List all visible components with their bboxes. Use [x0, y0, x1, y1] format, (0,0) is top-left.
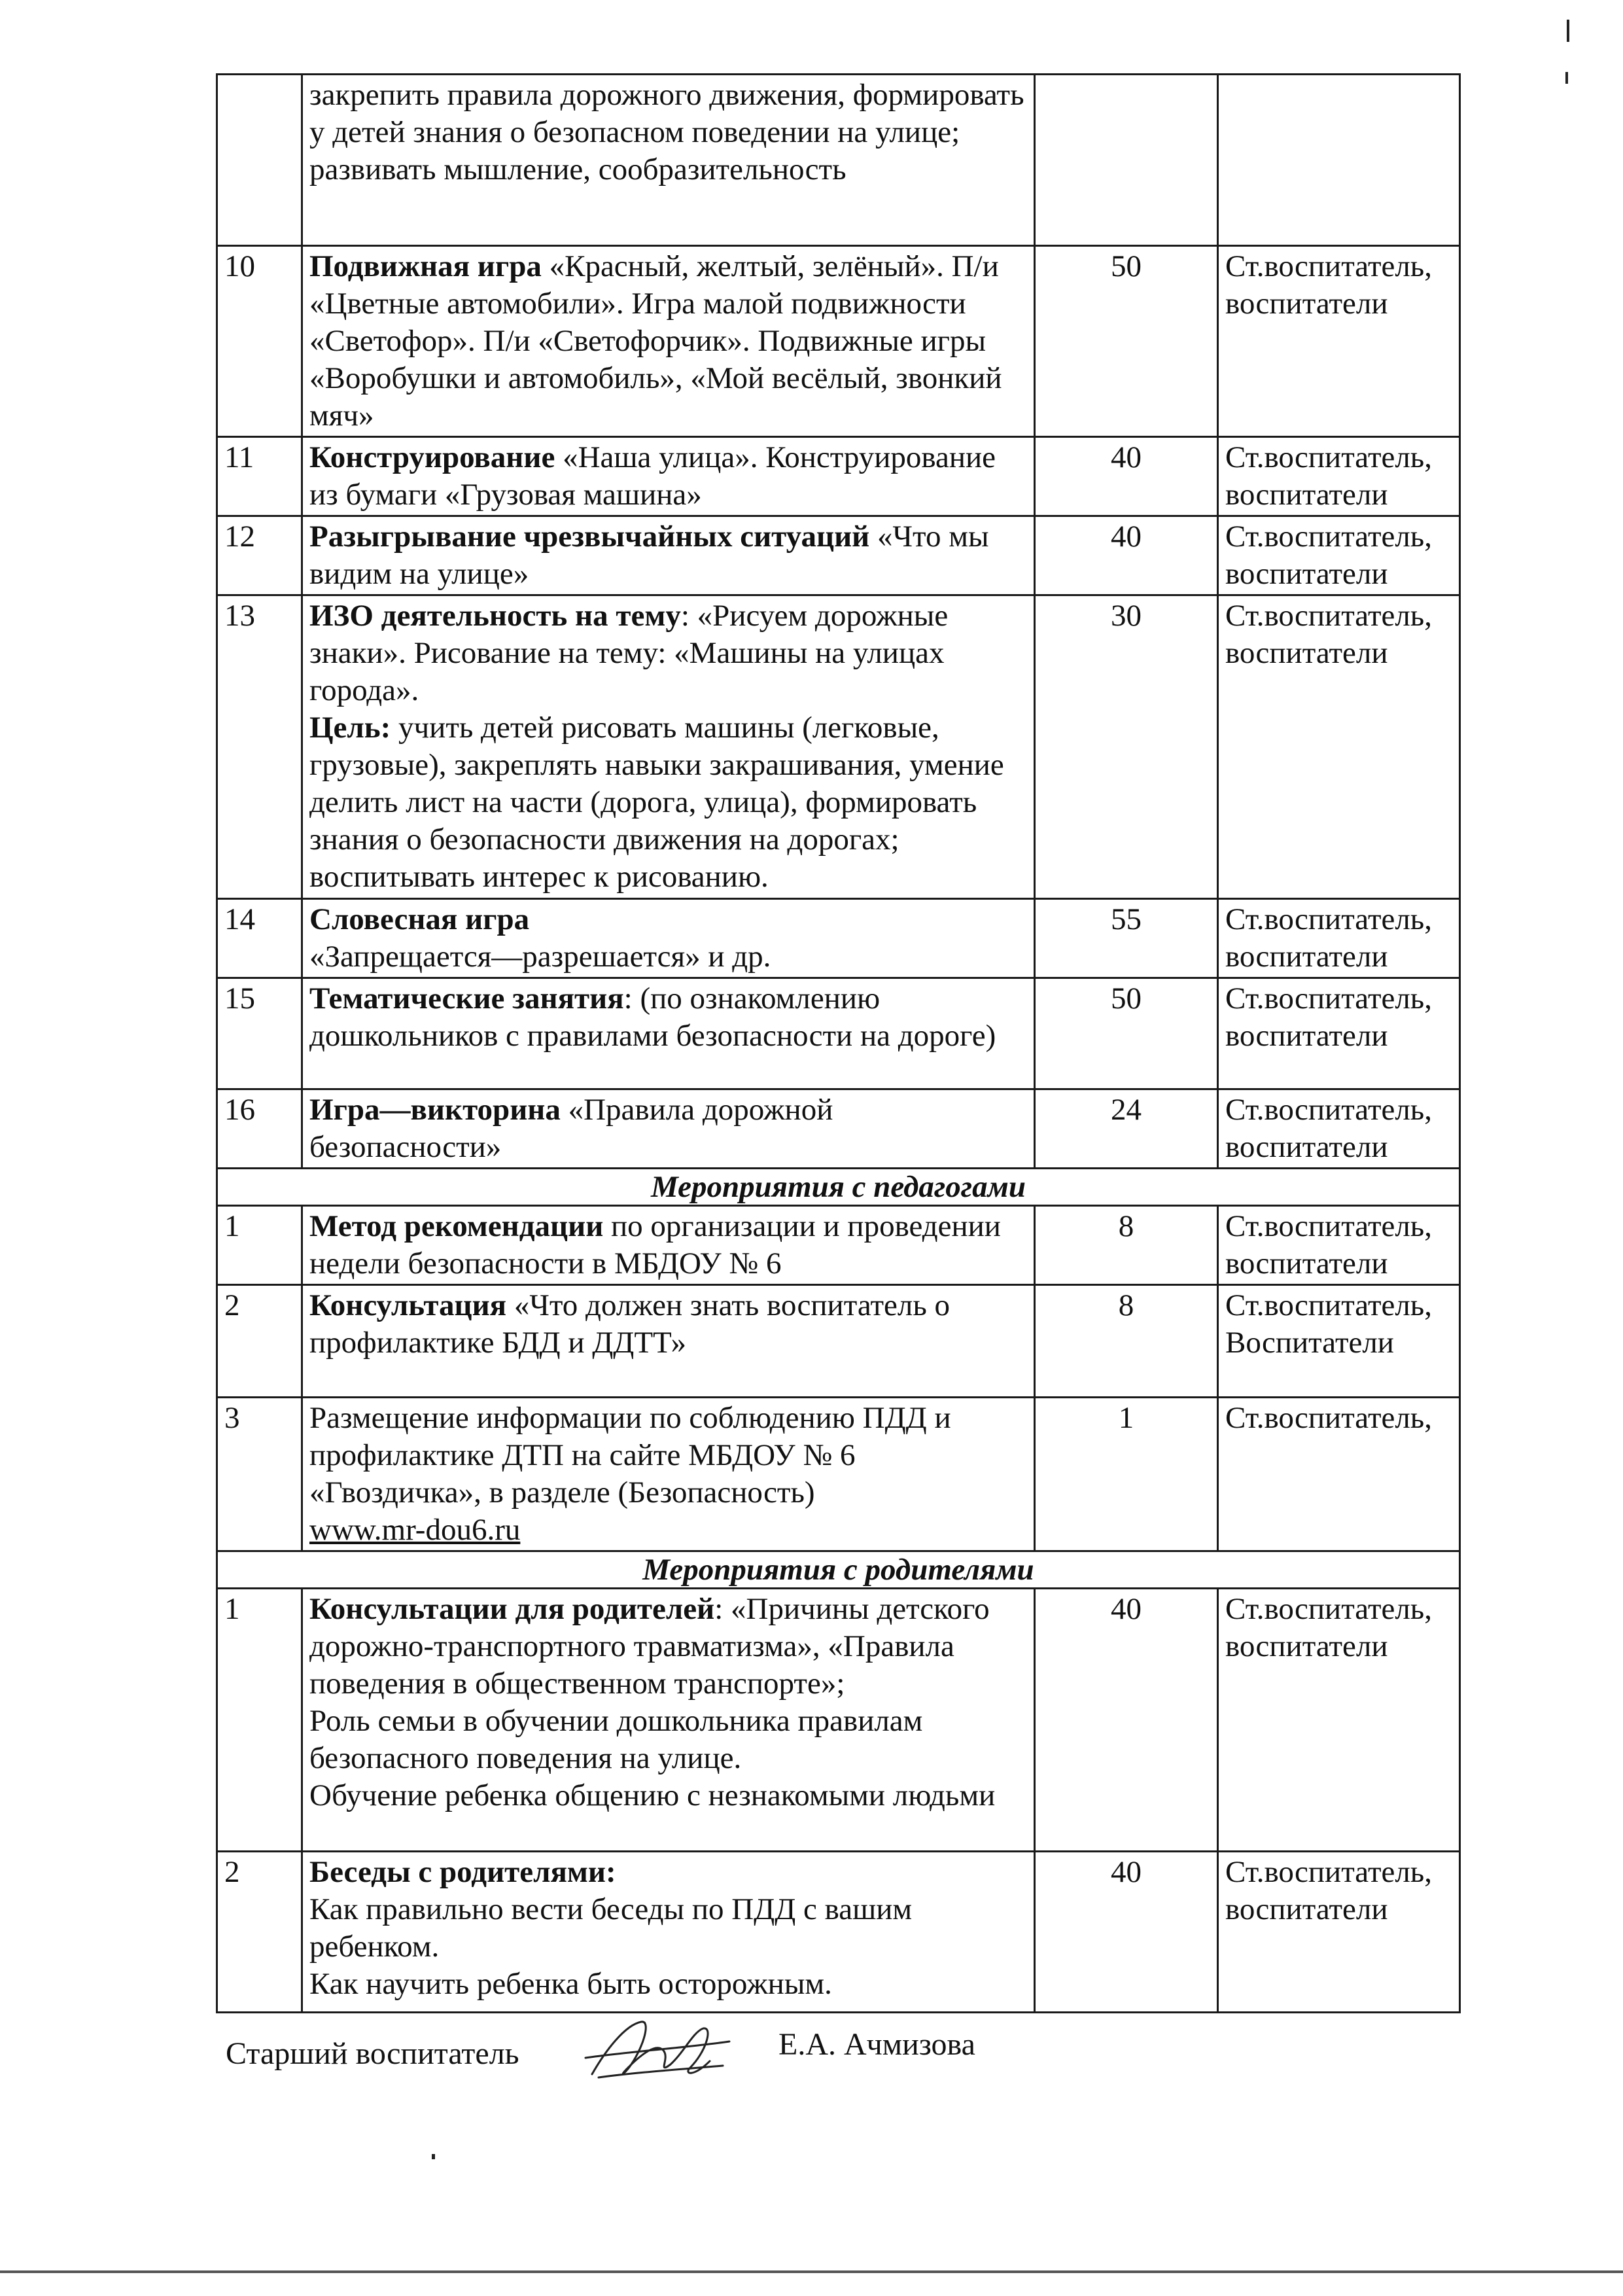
activity-text: Как правильно вести беседы по ПДД с вашим ребенком.	[309, 1892, 913, 1964]
table-row	[217, 1852, 1460, 2013]
scan-mark	[1565, 72, 1568, 84]
section-row	[217, 1551, 1460, 1589]
activity-title: Беседы с родителями:	[309, 1855, 616, 1889]
activity-cell	[302, 1089, 1035, 1169]
hours-cell: 24	[1035, 1089, 1218, 1169]
activity-cell	[302, 516, 1035, 595]
activity-cell	[302, 437, 1035, 516]
activity-text: : (по ознакомлению дошкольников с правилами безопасности на дороге)	[309, 981, 996, 1053]
hours-cell: 8	[1035, 1206, 1218, 1285]
section-title-teachers: Мероприятия с педагогами	[217, 1169, 1460, 1206]
activity-title: Консультация	[309, 1288, 507, 1322]
responsible-cell: Ст.воспитатель, воспитатели	[1218, 1852, 1460, 2013]
row-number: 1	[217, 1206, 302, 1285]
responsible-cell: Ст.воспитатель, воспитатели	[1218, 899, 1460, 978]
activity-cell	[302, 75, 1035, 246]
activity-cell	[302, 595, 1035, 899]
table-row	[217, 437, 1460, 516]
activity-text-2: Роль семьи в обучении дошкольника правилам безопасного поведения на улице.	[309, 1704, 923, 1775]
responsible-cell: Ст.воспитатель, воспитатели	[1218, 516, 1460, 595]
responsible-cell: Ст.воспитатель,	[1218, 1398, 1460, 1551]
row-number: 14	[217, 899, 302, 978]
row-number: 12	[217, 516, 302, 595]
activity-goal	[309, 709, 1027, 896]
activity-text-2: Как научить ребенка быть осторожным.	[309, 1967, 832, 2001]
responsible-cell: Ст.воспитатель, воспитатели	[1218, 246, 1460, 437]
hours-cell: 1	[1035, 1398, 1218, 1551]
activity-text: «Красный, желтый, зелёный». П/и «Цветные автомобили». Игра малой подвижности «Светофор». П/и «Светофорчик». Подвижные игры «Воробушки и автомобиль», «Мой весёлый, звонкий мяч»	[309, 249, 1002, 433]
activity-title: Консультации для родителей	[309, 1592, 715, 1626]
hours-cell: 40	[1035, 437, 1218, 516]
activity-text: «Правила дорожной безопасности»	[309, 1093, 833, 1164]
row-number: 2	[217, 1285, 302, 1398]
table-row	[217, 1589, 1460, 1852]
responsible-cell: Ст.воспитатель, Воспитатели	[1218, 1285, 1460, 1398]
site-link[interactable]: www.mr-dou6.ru	[309, 1513, 521, 1547]
section-row	[217, 1169, 1460, 1206]
activity-text: Размещение информации по соблюдению ПДД и профилактике ДТП на сайте МБДОУ № 6 «Гвоздичка», в разделе (Безопасность)	[309, 1401, 951, 1510]
responsible-cell	[1218, 75, 1460, 246]
activity-cell	[302, 246, 1035, 437]
activity-text: закрепить правила дорожного движения, формировать у детей знания о безопасном поведении на улице; развивать мышление, сообразительность	[309, 78, 1024, 186]
scan-mark	[1567, 20, 1569, 42]
activity-text: «Что мы видим на улице»	[309, 520, 989, 591]
table-row	[217, 516, 1460, 595]
activities-table	[216, 73, 1461, 2013]
row-number	[217, 75, 302, 246]
table-row	[217, 899, 1460, 978]
row-number: 15	[217, 978, 302, 1089]
scan-edge	[0, 2270, 1623, 2273]
signature-block	[226, 2012, 1207, 2091]
hours-cell: 55	[1035, 899, 1218, 978]
scan-mark	[432, 2154, 435, 2159]
hours-cell: 8	[1035, 1285, 1218, 1398]
section-title-parents: Мероприятия с родителями	[217, 1551, 1460, 1589]
activity-title: Конструирование	[309, 440, 555, 474]
table-row	[217, 246, 1460, 437]
table-row	[217, 1206, 1460, 1285]
responsible-cell: Ст.воспитатель, воспитатели	[1218, 1206, 1460, 1285]
hours-cell	[1035, 75, 1218, 246]
signatory-name: Е.А. Ачмизова	[778, 2027, 975, 2062]
signatory-position: Старший воспитатель	[226, 2036, 519, 2071]
table-row	[217, 1089, 1460, 1169]
row-number: 10	[217, 246, 302, 437]
activity-cell	[302, 1589, 1035, 1852]
activity-text: по организации и проведении недели безопасности в МБДОУ № 6	[309, 1209, 1001, 1280]
activity-text: «Наша улица». Конструирование из бумаги «Грузовая машина»	[309, 440, 996, 512]
activity-title: Игра—викторина	[309, 1093, 561, 1127]
hours-cell: 30	[1035, 595, 1218, 899]
activity-text-3: Обучение ребенка общению с незнакомыми людьми	[309, 1778, 996, 1812]
activity-text: «Запрещается—разрешается» и др.	[309, 940, 771, 974]
row-number: 16	[217, 1089, 302, 1169]
hours-cell: 40	[1035, 1852, 1218, 2013]
responsible-cell: Ст.воспитатель, воспитатели	[1218, 437, 1460, 516]
activity-title: Тематические занятия	[309, 981, 624, 1016]
hours-cell: 40	[1035, 516, 1218, 595]
row-number: 2	[217, 1852, 302, 2013]
activity-title: ИЗО деятельность на тему	[309, 599, 681, 633]
row-number: 11	[217, 437, 302, 516]
table-row	[217, 1398, 1460, 1551]
activity-title: Метод рекомендации	[309, 1209, 604, 1243]
activity-title: Подвижная игра	[309, 249, 542, 283]
activity-text: : «Рисуем дорожные знаки». Рисование на тему: «Машины на улицах города».	[309, 599, 949, 707]
activity-cell	[302, 1398, 1035, 1551]
table-row	[217, 75, 1460, 246]
row-number: 1	[217, 1589, 302, 1852]
activity-cell	[302, 1852, 1035, 2013]
hours-cell: 50	[1035, 978, 1218, 1089]
activity-title: Словесная игра	[309, 902, 530, 936]
activity-cell	[302, 1285, 1035, 1398]
table-row	[217, 595, 1460, 899]
activity-text: «Что должен знать воспитатель о профилактике БДД и ДДТТ»	[309, 1288, 950, 1360]
activity-cell	[302, 978, 1035, 1089]
activity-cell	[302, 899, 1035, 978]
table-row	[217, 978, 1460, 1089]
responsible-cell: Ст.воспитатель, воспитатели	[1218, 1589, 1460, 1852]
handwritten-signature	[579, 2012, 736, 2091]
hours-cell: 40	[1035, 1589, 1218, 1852]
hours-cell: 50	[1035, 246, 1218, 437]
responsible-cell: Ст.воспитатель, воспитатели	[1218, 595, 1460, 899]
activity-cell	[302, 1206, 1035, 1285]
responsible-cell: Ст.воспитатель, воспитатели	[1218, 978, 1460, 1089]
goal-text: учить детей рисовать машины (легковые, грузовые), закреплять навыки закрашивания, умение делить лист на части (дорога, улица), формировать знания о безопасности движения на дорогах; воспитывать интерес к рисованию.	[309, 711, 1004, 894]
row-number: 13	[217, 595, 302, 899]
table-row	[217, 1285, 1460, 1398]
activity-title: Разыгрывание чрезвычайных ситуаций	[309, 520, 870, 554]
responsible-cell: Ст.воспитатель, воспитатели	[1218, 1089, 1460, 1169]
goal-label: Цель:	[309, 711, 391, 745]
activity-text: : «Причины детского дорожно-транспортного травматизма», «Правила поведения в общественном транспорте»;	[309, 1592, 990, 1701]
row-number: 3	[217, 1398, 302, 1551]
